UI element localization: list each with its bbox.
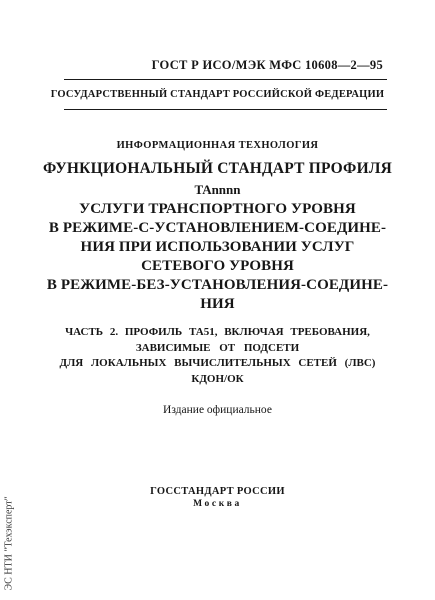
title-block <box>0 200 435 314</box>
watermark: ЭС НТИ "Техэксперт" <box>3 496 15 591</box>
part-line: КДОН/ОК <box>191 372 244 385</box>
publisher-name: ГОССТАНДАРТ РОССИИ <box>150 486 285 497</box>
subject-heading: ИНФОРМАЦИОННАЯ ТЕХНОЛОГИЯ <box>116 140 319 151</box>
edition-label: Издание официальное <box>163 404 272 416</box>
top-rule <box>64 79 387 80</box>
title-line: УСЛУГИ ТРАНСПОРТНОГО УРОВНЯ <box>79 201 356 217</box>
title-first-line: ФУНКЦИОНАЛЬНЫЙ СТАНДАРТ ПРОФИЛЯ <box>43 160 392 177</box>
title-line: НИЯ <box>200 296 235 312</box>
part-line: ДЛЯ ЛОКАЛЬНЫХ ВЫЧИСЛИТЕЛЬНЫХ СЕТЕЙ (ЛВС) <box>59 357 376 369</box>
bottom-rule <box>64 109 387 110</box>
part-line: ЧАСТЬ 2. ПРОФИЛЬ ТА51, ВКЛЮЧАЯ ТРЕБОВАНИЯ, <box>65 326 370 338</box>
document-number: ГОСТ Р ИСО/МЭК МФС 10608—2—95 <box>151 58 383 72</box>
part-block <box>0 325 435 387</box>
publisher-city: Москва <box>193 499 242 509</box>
title-line: В РЕЖИМЕ-С-УСТАНОВЛЕНИЕМ-СОЕДИНЕ- <box>48 220 387 236</box>
standard-name: ГОСУДАРСТВЕННЫЙ СТАНДАРТ РОССИЙСКОЙ ФЕДЕРАЦИИ <box>50 89 385 100</box>
title-line: СЕТЕВОГО УРОВНЯ <box>141 258 294 274</box>
profile-code: TAnnnn <box>194 182 241 197</box>
title-line: В РЕЖИМЕ-БЕЗ-УСТАНОВЛЕНИЯ-СОЕДИНЕ- <box>46 277 389 293</box>
title-line: НИЯ ПРИ ИСПОЛЬЗОВАНИИ УСЛУГ <box>80 239 355 255</box>
part-line: ЗАВИСИМЫЕ ОТ ПОДСЕТИ <box>135 341 300 354</box>
